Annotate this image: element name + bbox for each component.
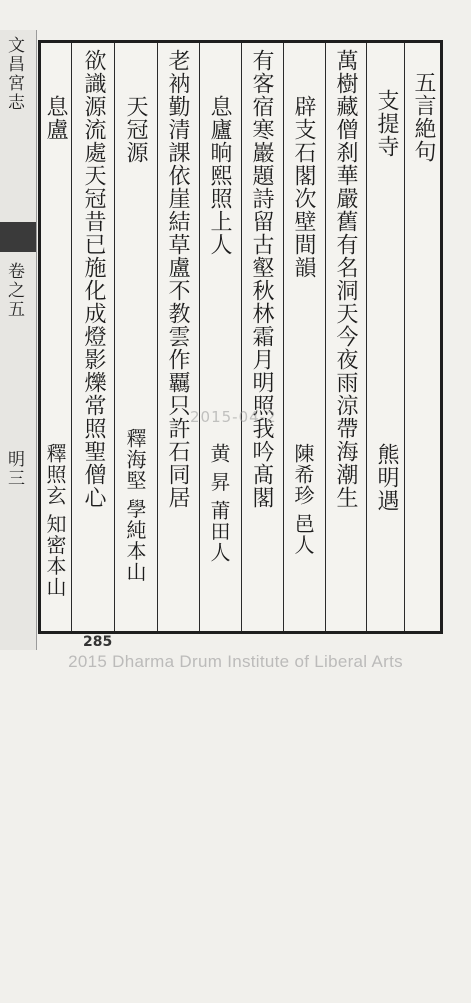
poem-text: 欲識源流處天冠昔已施化成燈影爍常照聖僧心 — [81, 49, 106, 509]
column-rule — [157, 43, 158, 631]
column-rule — [366, 43, 367, 631]
poem-title: 支提寺 — [374, 89, 399, 158]
column-rule — [283, 43, 284, 631]
watermark-date: 2015-04-2 — [190, 408, 277, 426]
column-rule — [114, 43, 115, 631]
column-rule — [71, 43, 72, 631]
section-heading: 五言絶句 — [411, 71, 436, 163]
poem-text: 老衲勤清課依崖結草盧不教雲作覊只許石同居 — [165, 49, 190, 509]
gutter-folio: 明三 — [4, 450, 24, 488]
poem-title: 息廬晌熙照上人 — [207, 95, 232, 256]
gutter-book-title: 文昌宮志 — [4, 36, 24, 112]
poem-text: 有客宿寒巖題詩留古壑秋林霜月明照我吟髙閣 — [249, 49, 274, 509]
poem-author: 釋照玄 知密本山 — [43, 443, 67, 598]
column-rule — [241, 43, 242, 631]
poem-author: 陳希珍 邑人 — [291, 443, 315, 556]
poem-author: 黄 昇 莆田人 — [207, 443, 231, 563]
book-gutter — [0, 30, 37, 650]
column-rule — [325, 43, 326, 631]
column-rule — [199, 43, 200, 631]
text-frame — [38, 40, 443, 634]
poem-text: 萬樹藏僧刹華嚴舊有名洞天今夜雨涼帶海潮生 — [333, 49, 358, 509]
copyright-watermark: 2015 Dharma Drum Institute of Liberal Arts — [68, 652, 403, 671]
column-rule — [404, 43, 405, 631]
poem-title: 辟支石閣次壁間韻 — [291, 95, 316, 279]
poem-author: 釋海堅 學純本山 — [123, 428, 147, 583]
gutter-black-band — [0, 222, 36, 252]
page-number: 285 — [83, 634, 113, 650]
poem-author: 熊明遇 — [374, 443, 399, 512]
gutter-volume: 卷之五 — [4, 262, 24, 319]
poem-title: 息盧 — [43, 95, 68, 141]
poem-title: 天冠源 — [123, 95, 148, 164]
